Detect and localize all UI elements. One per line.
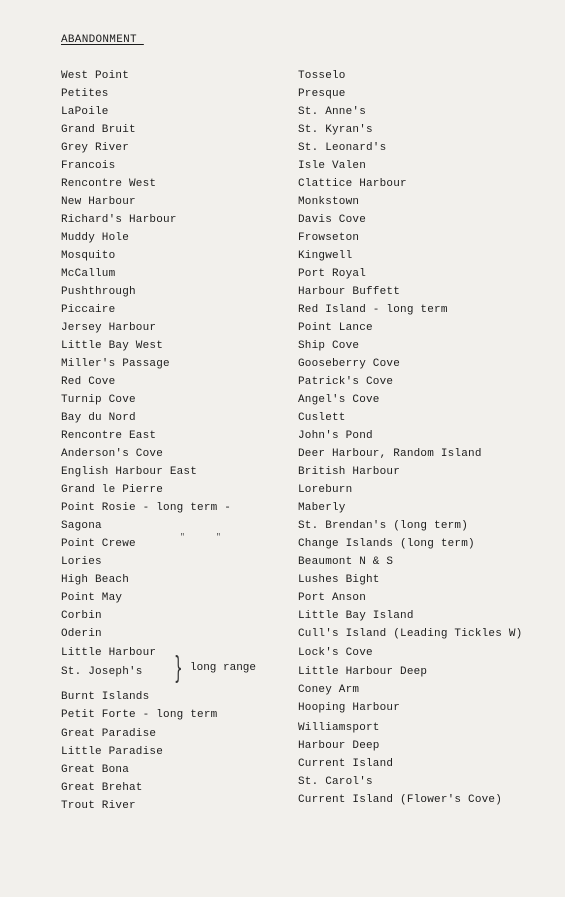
place-name-entry: Petites — [61, 88, 109, 100]
place-name-entry: Deer Harbour, Random Island — [298, 448, 482, 460]
place-name-entry: Little Bay Island — [298, 610, 414, 622]
place-name-entry: West Point — [61, 70, 130, 82]
place-name-entry: Presque — [298, 88, 346, 100]
place-name-entry: Port Royal — [298, 268, 367, 280]
place-name-entry: High Beach — [61, 574, 130, 586]
place-name-entry: Kingwell — [298, 250, 353, 262]
place-name-entry: St. Anne's — [298, 106, 367, 118]
place-name-entry: Red Island - long term — [298, 304, 448, 316]
place-name-entry: Lories — [61, 556, 102, 568]
place-name-entry: New Harbour — [61, 196, 136, 208]
place-name-entry: Current Island (Flower's Cove) — [298, 794, 503, 806]
place-name-entry: Point Lance — [298, 322, 373, 334]
place-name-entry: Mosquito — [61, 250, 116, 262]
place-name-entry: Change Islands (long term) — [298, 538, 475, 550]
place-name-entry: Clattice Harbour — [298, 178, 407, 190]
place-name-entry: Great Brehat — [61, 782, 143, 794]
ditto-mark: " — [216, 533, 221, 542]
place-name-entry: Lushes Bight — [298, 574, 380, 586]
place-name-entry: McCallum — [61, 268, 116, 280]
bracket-brace: } — [174, 651, 183, 686]
place-name-entry: Corbin — [61, 610, 102, 622]
place-name-entry: Oderin — [61, 628, 102, 640]
place-name-entry: Petit Forte - long term — [61, 709, 218, 721]
place-name-entry: British Harbour — [298, 466, 401, 478]
place-name-entry: Great Bona — [61, 764, 130, 776]
place-name-entry: St. Brendan's (long term) — [298, 520, 469, 532]
place-name-entry: Muddy Hole — [61, 232, 130, 244]
place-name-entry: Point Crewe — [61, 538, 136, 550]
place-name-entry: John's Pond — [298, 430, 373, 442]
place-name-entry: Great Paradise — [61, 728, 157, 740]
document-heading: ABANDONMENT — [61, 34, 144, 46]
place-name-entry: St. Joseph's — [61, 666, 143, 678]
place-name-entry: Coney Arm — [298, 684, 360, 696]
place-name-entry: Lock's Cove — [298, 647, 373, 659]
place-name-entry: Frowseton — [298, 232, 360, 244]
place-name-entry: Little Bay West — [61, 340, 164, 352]
place-name-entry: Turnip Cove — [61, 394, 136, 406]
place-name-entry: Point Rosie - long term - — [61, 502, 232, 514]
place-name-entry: Port Anson — [298, 592, 367, 604]
place-name-entry: Rencontre West — [61, 178, 157, 190]
place-name-entry: Bay du Nord — [61, 412, 136, 424]
place-name-entry: Monkstown — [298, 196, 360, 208]
place-name-entry: Rencontre East — [61, 430, 157, 442]
place-name-entry: Grey River — [61, 142, 130, 154]
place-name-entry: Tosselo — [298, 70, 346, 82]
place-name-entry: Maberly — [298, 502, 346, 514]
place-name-entry: Cull's Island (Leading Tickles W) — [298, 628, 523, 640]
place-name-entry: English Harbour East — [61, 466, 198, 478]
place-name-entry: LaPoile — [61, 106, 109, 118]
place-name-entry: Trout River — [61, 800, 136, 812]
place-name-entry: St. Carol's — [298, 776, 373, 788]
place-name-entry: Isle Valen — [298, 160, 367, 172]
place-name-entry: St. Leonard's — [298, 142, 387, 154]
place-name-entry: Point May — [61, 592, 123, 604]
place-name-entry: Beaumont N & S — [298, 556, 394, 568]
place-name-entry: Angel's Cove — [298, 394, 380, 406]
place-name-entry: Gooseberry Cove — [298, 358, 401, 370]
place-name-entry: Pushthrough — [61, 286, 136, 298]
place-name-entry: Patrick's Cove — [298, 376, 394, 388]
place-name-entry: Burnt Islands — [61, 691, 150, 703]
place-name-entry: Cuslett — [298, 412, 346, 424]
place-name-entry: Miller's Passage — [61, 358, 170, 370]
place-name-entry: Jersey Harbour — [61, 322, 157, 334]
place-name-entry: Sagona — [61, 520, 102, 532]
place-name-entry: Grand le Pierre — [61, 484, 164, 496]
place-name-entry: Red Cove — [61, 376, 116, 388]
ditto-mark: " — [180, 533, 185, 542]
place-name-entry: Little Paradise — [61, 746, 164, 758]
place-name-entry: Hooping Harbour — [298, 702, 401, 714]
place-name-entry: Little Harbour — [61, 647, 157, 659]
place-name-entry: Francois — [61, 160, 116, 172]
place-name-entry: Current Island — [298, 758, 394, 770]
place-name-entry: Williamsport — [298, 722, 380, 734]
place-name-entry: Little Harbour Deep — [298, 666, 428, 678]
place-name-entry: Anderson's Cove — [61, 448, 164, 460]
place-name-entry: Harbour Deep — [298, 740, 380, 752]
long-range-note: long range — [190, 662, 257, 674]
place-name-entry: St. Kyran's — [298, 124, 373, 136]
place-name-entry: Loreburn — [298, 484, 353, 496]
place-name-entry: Davis Cove — [298, 214, 367, 226]
place-name-entry: Harbour Buffett — [298, 286, 401, 298]
place-name-entry: Grand Bruit — [61, 124, 136, 136]
place-name-entry: Ship Cove — [298, 340, 360, 352]
place-name-entry: Richard's Harbour — [61, 214, 177, 226]
place-name-entry: Piccaire — [61, 304, 116, 316]
